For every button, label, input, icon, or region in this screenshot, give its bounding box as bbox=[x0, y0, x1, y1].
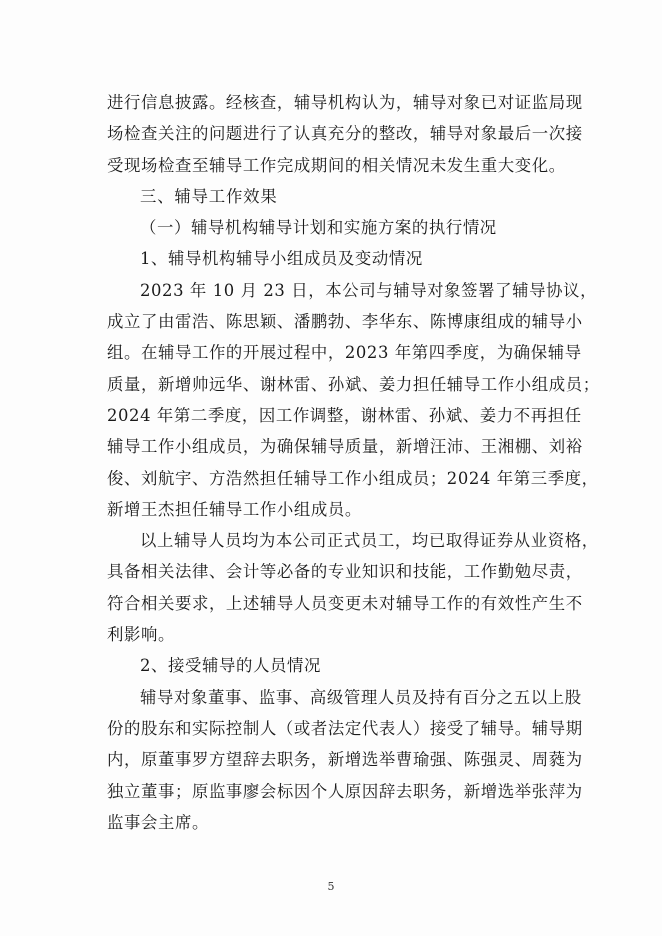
document-body bbox=[107, 87, 600, 838]
text-line: 质量，新增帅远华、谢林雷、孙斌、姜力担任辅导工作小组成员； bbox=[107, 374, 600, 394]
subsection-heading: （一）辅导机构辅导计划和实施方案的执行情况 bbox=[140, 218, 497, 238]
paragraph-intro bbox=[107, 87, 581, 181]
text-line: 监事会主席。 bbox=[107, 812, 209, 832]
item-heading: 1、辅导机构辅导小组成员及变动情况 bbox=[140, 249, 423, 269]
section-heading: 三、辅导工作效果 bbox=[140, 186, 278, 206]
text-line: 具备相关法律、会计等必备的专业知识和技能，工作勤勉尽责， bbox=[107, 562, 583, 582]
text-line: 符合相关要求，上述辅导人员变更未对辅导工作的有效性产生不 bbox=[107, 593, 583, 613]
text-line: 新增王杰担任辅导工作小组成员。 bbox=[107, 499, 362, 519]
item-heading: 2、接受辅导的人员情况 bbox=[140, 656, 321, 676]
paragraph-team-changes bbox=[107, 275, 600, 525]
text-line: 成立了由雷浩、陈思颖、潘鹏勃、李华东、陈博康组成的辅导小 bbox=[107, 312, 583, 332]
text-line: 利影响。 bbox=[107, 625, 175, 645]
text-line: 进行信息披露。经核查，辅导机构认为，辅导对象已对证监局现 bbox=[107, 93, 583, 112]
text-line: 受现场检查至辅导工作完成期间的相关情况未发生重大变化。 bbox=[107, 155, 566, 175]
text-line: 份的股东和实际控制人（或者法定代表人）接受了辅导。辅导期 bbox=[107, 718, 583, 738]
text-line: 内，原董事罗方望辞去职务，新增选举曹瑜强、陈强灵、周蕤为 bbox=[107, 750, 583, 770]
text-line: 辅导工作小组成员，为确保辅导质量，新增汪沛、王湘棚、刘裕 bbox=[107, 437, 583, 457]
text-line: 辅导对象董事、监事、高级管理人员及持有百分之五以上股 bbox=[140, 687, 582, 707]
paragraph-qualification bbox=[107, 525, 599, 650]
text-line: 以上辅导人员均为本公司正式员工，均已取得证券从业资格， bbox=[140, 531, 599, 551]
text-line: 2024 年第二季度，因工作调整，谢林雷、孙斌、姜力不再担任 bbox=[107, 405, 582, 425]
text-line: 独立董事；原监事廖会标因个人原因辞去职务，新增选举张萍为 bbox=[107, 781, 583, 801]
paragraph-trainees bbox=[107, 682, 581, 838]
text-line: 2023 年 10 月 23 日，本公司与辅导对象签署了辅导协议， bbox=[140, 280, 598, 300]
text-line: 俊、刘航宇、方浩然担任辅导工作小组成员；2024 年第三季度， bbox=[107, 468, 599, 488]
page-number: 5 bbox=[327, 880, 335, 893]
text-line: 组。在辅导工作的开展过程中，2023 年第四季度，为确保辅导 bbox=[107, 343, 582, 363]
text-line: 场检查关注的问题进行了认真充分的整改，辅导对象最后一次接 bbox=[107, 124, 583, 144]
